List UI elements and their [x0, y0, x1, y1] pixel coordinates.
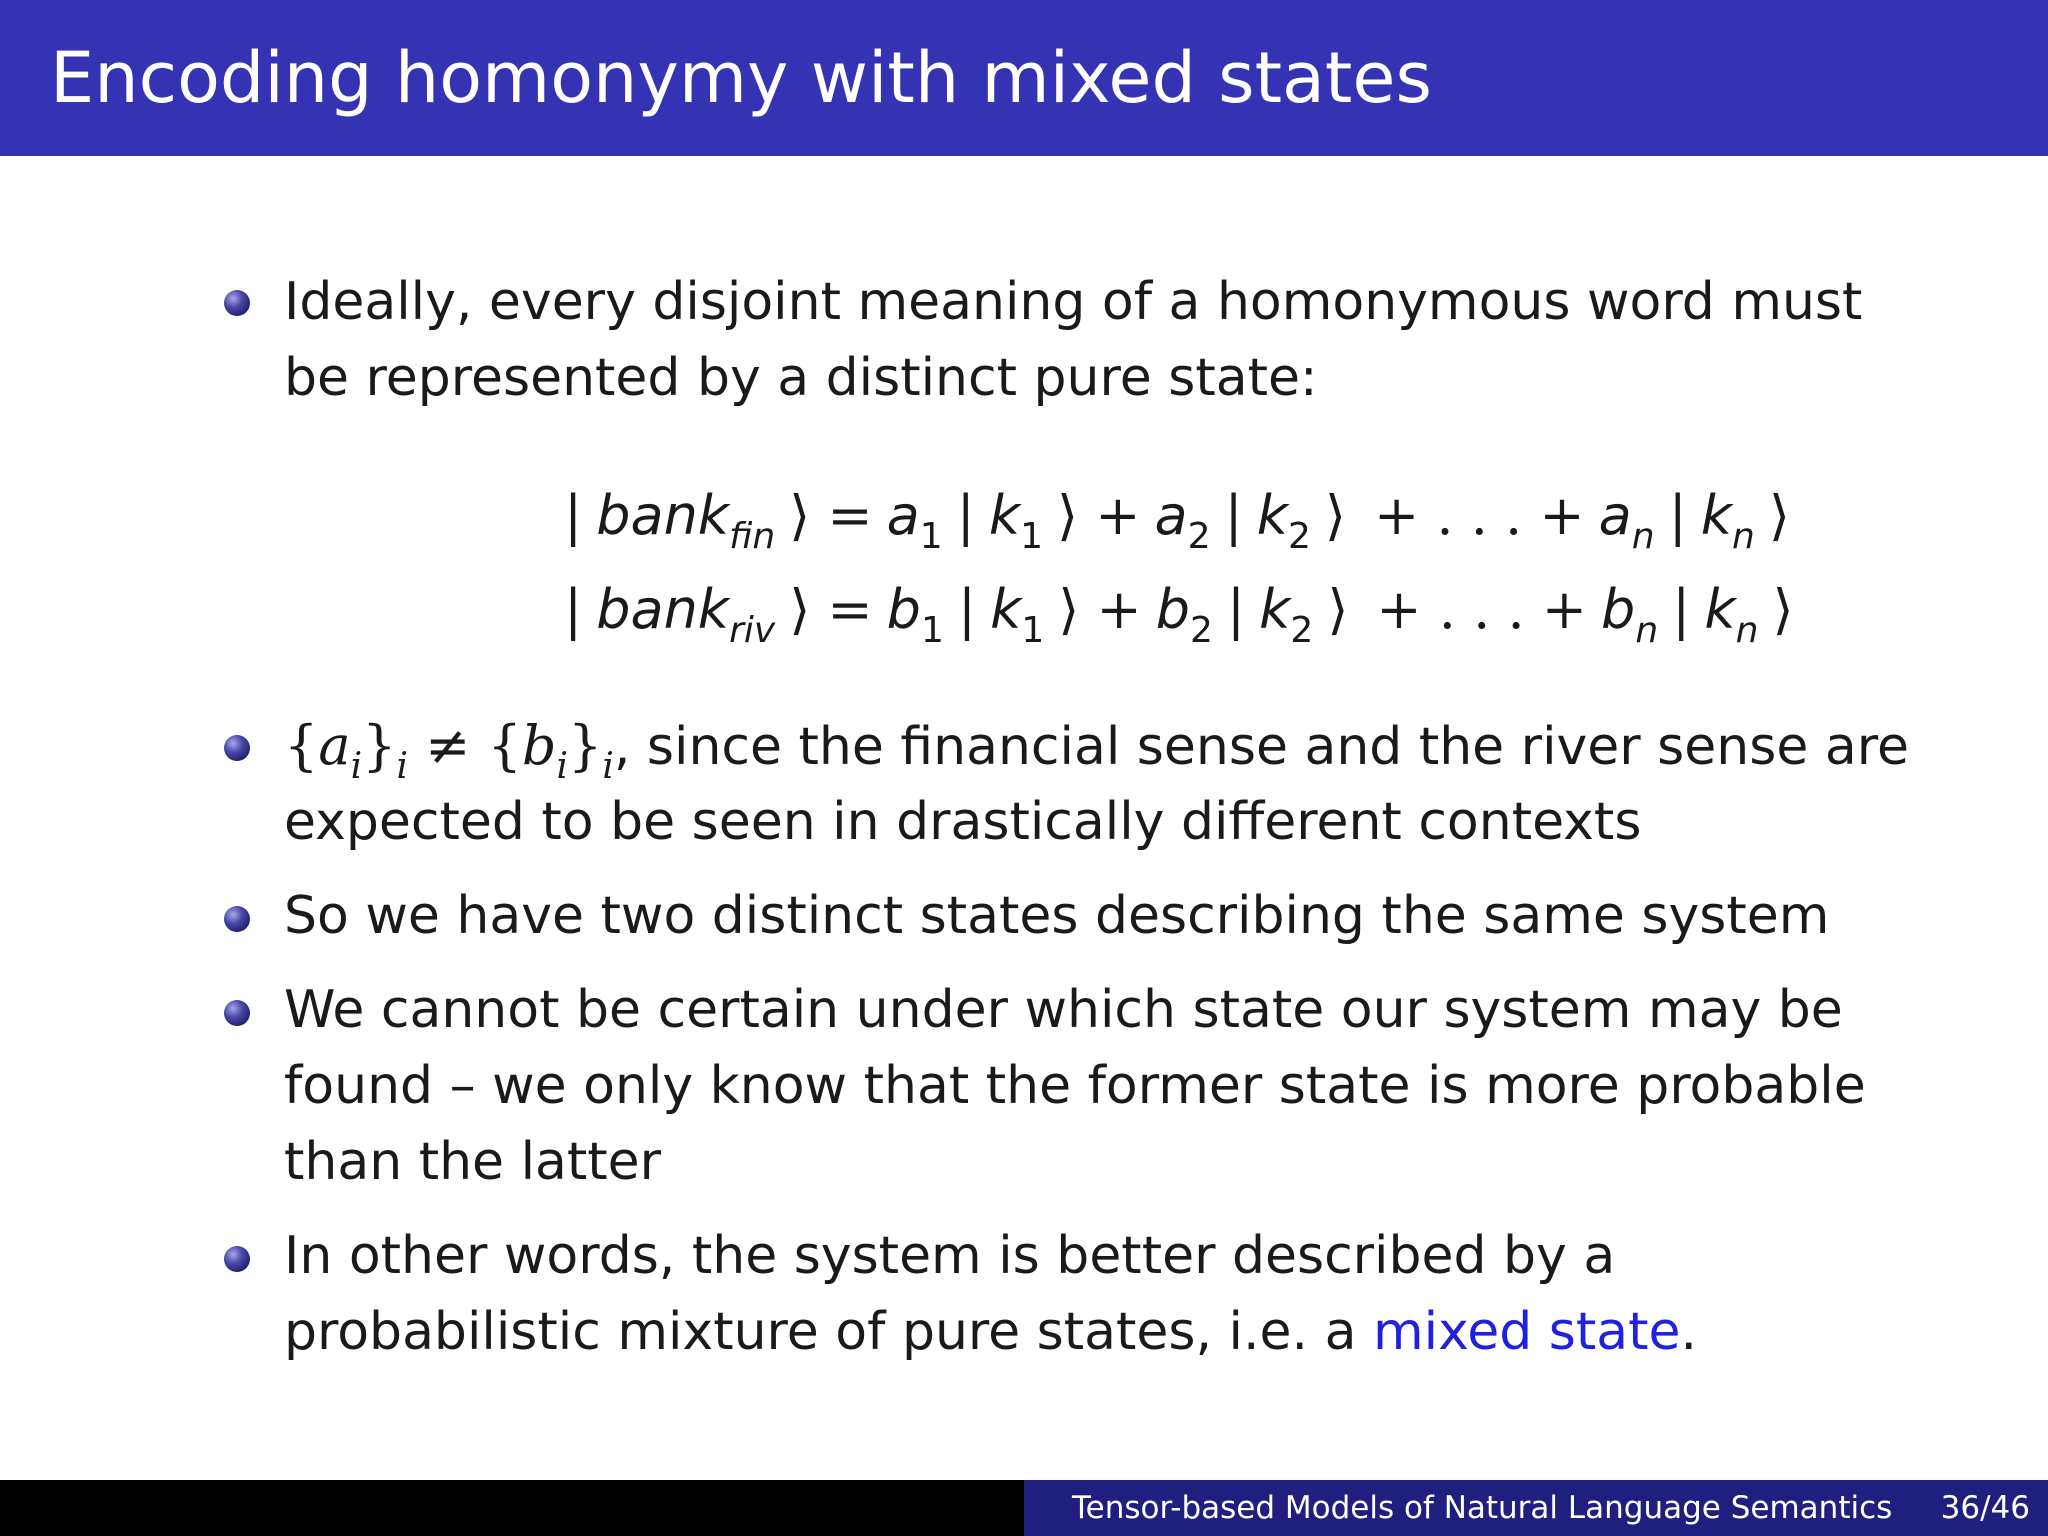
- bullet-5-line-2-text: probabilistic mixture of pure states, i.e. a: [284, 1302, 1373, 1362]
- bullet-4-line-2: found – we only know that the former state is more probable: [284, 1056, 1866, 1116]
- bullet-4-line-3: than the latter: [284, 1132, 662, 1192]
- bullet-marker-1: [224, 290, 250, 316]
- set-inequality-math: $\{a_i\}_i \ne \{b_i\}_i$: [284, 714, 614, 787]
- footer-page-number: 36/46: [1940, 1490, 2030, 1526]
- bullet-5-line-1: In other words, the system is better described by a: [284, 1226, 1616, 1286]
- eq2-ket-sub: riv: [729, 610, 776, 651]
- footer-talk-title: Tensor-based Models of Natural Language Semantics: [1072, 1490, 1893, 1526]
- eq1-coef-2: a: [1154, 484, 1188, 547]
- bullet-5-line-2: [284, 1302, 1697, 1362]
- bullet-5-line-2-end: .: [1680, 1302, 1698, 1362]
- slide-title: Encoding homonymy with mixed states: [50, 37, 1432, 119]
- bullet-marker-3: [224, 906, 250, 932]
- eq1-coef-n: a: [1598, 484, 1632, 547]
- bullet-3-line-1: So we have two distinct states describing the same system: [284, 886, 1830, 946]
- eq2-dots: + . . . +: [1376, 578, 1588, 641]
- eq1-coef-1: a: [886, 484, 920, 547]
- bullet-marker-2: [224, 735, 250, 761]
- eq2-ket-word: bank: [596, 578, 730, 641]
- equation-bank-fin: | bank$_{fin}$ ⟩ = $a_1$ | $k_1$ ⟩ + $a_2$ | $k_2$ ⟩ + . . . + $a_n$ | $k_n$ ⟩: [564, 484, 1790, 557]
- mixed-state-term: mixed state: [1372, 1302, 1681, 1362]
- bullet-2-line-1-text: , since the financial sense and the river sense are: [613, 717, 1909, 777]
- eq2-coef-1: b: [886, 578, 921, 641]
- eq2-coef-2: b: [1155, 578, 1191, 641]
- bullet-2-line-1: [284, 714, 1909, 787]
- bullet-1-line-2: be represented by a distinct pure state:: [284, 348, 1318, 408]
- bullet-4-line-1: We cannot be certain under which state our system may be: [284, 980, 1843, 1040]
- footer-title-panel: [1024, 1480, 2048, 1536]
- bullet-2-line-2: expected to be seen in drastically different contexts: [284, 792, 1642, 852]
- eq1-dots: + . . . +: [1373, 484, 1585, 547]
- eq1-ket-word: bank: [596, 484, 730, 547]
- eq1-ket-sub: fin: [729, 516, 776, 557]
- bullet-marker-5: [224, 1246, 250, 1272]
- bullet-marker-4: [224, 1000, 250, 1026]
- footer-author-panel: [0, 1480, 1024, 1536]
- eq2-coef-n: b: [1601, 578, 1636, 641]
- bullet-1-line-1: Ideally, every disjoint meaning of a homonymous word must: [284, 272, 1863, 332]
- slide-footer: [0, 1480, 2048, 1536]
- equation-bank-riv: | bank$_{riv}$ ⟩ = $b_1$ | $k_1$ ⟩ + $b_2$ | $k_2$ ⟩ + . . . + $b_n$ | $k_n$ ⟩: [564, 578, 1794, 651]
